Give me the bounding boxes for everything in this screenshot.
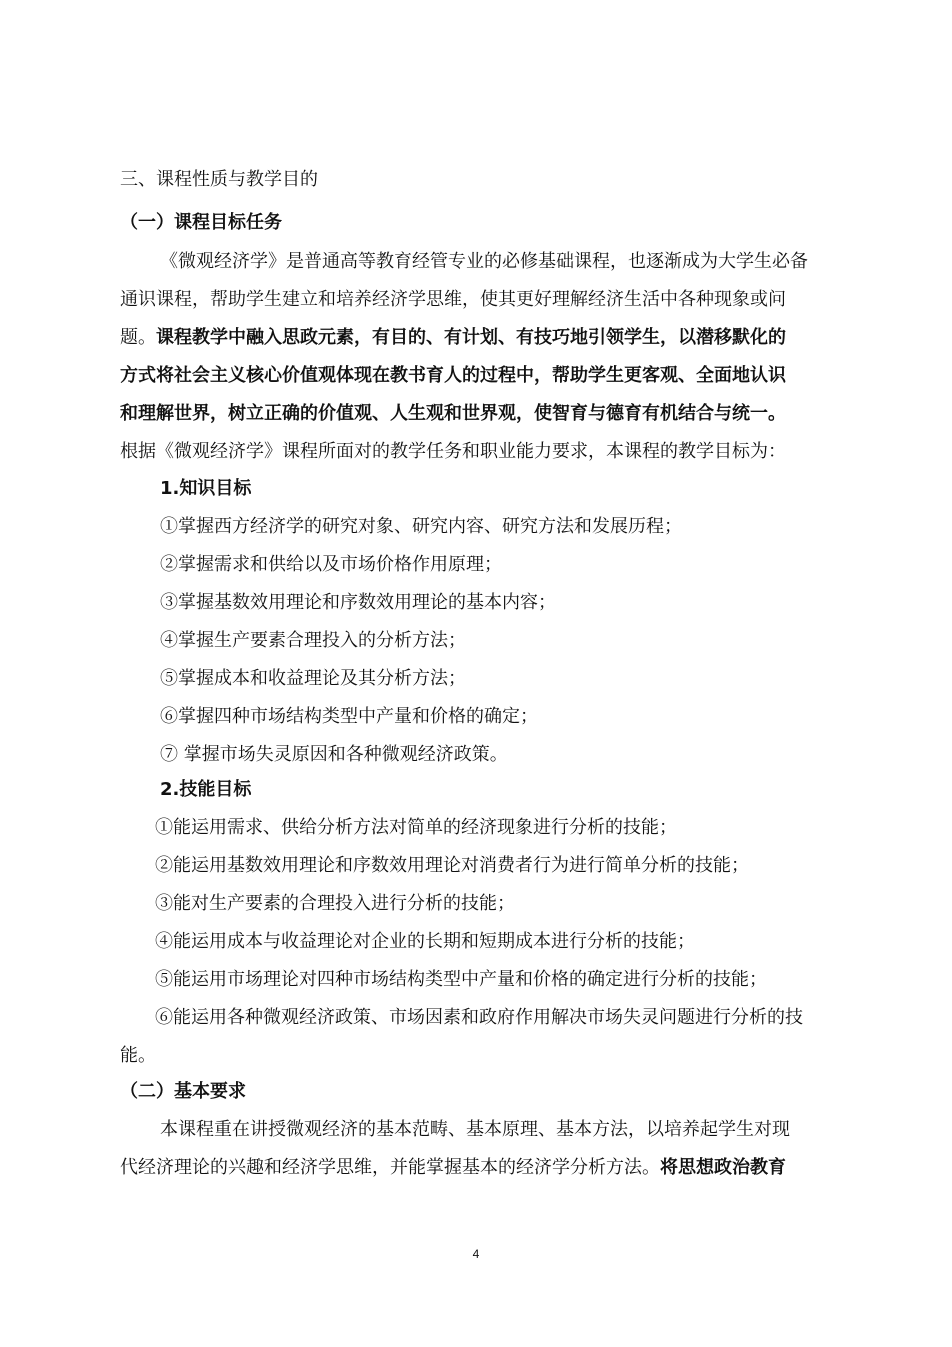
page-number: 4 <box>472 1247 480 1261</box>
subsection-title-requirements: （二）基本要求 <box>120 1081 246 1102</box>
knowledge-item: ③掌握基数效用理论和序数效用理论的基本内容； <box>160 592 556 613</box>
paragraph-text: 代经济理论的兴趣和经济学思维，并能掌握基本的经济学分析方法。 <box>120 1157 660 1178</box>
knowledge-item: ②掌握需求和供给以及市场价格作用原理； <box>160 554 502 575</box>
paragraph-line: 根据《微观经济学》课程所面对的教学任务和职业能力要求，本课程的教学目标为： <box>120 441 786 462</box>
skill-item: ③能对生产要素的合理投入进行分析的技能； <box>155 893 515 914</box>
bold-paragraph-line: 方式将社会主义核心价值观体现在教书育人的过程中，帮助学生更客观、全面地认识 <box>120 365 786 386</box>
knowledge-item: ①掌握西方经济学的研究对象、研究内容、研究方法和发展历程； <box>160 516 682 537</box>
skill-item: ⑤能运用市场理论对四种市场结构类型中产量和价格的确定进行分析的技能； <box>155 969 767 990</box>
knowledge-item: ⑥掌握四种市场结构类型中产量和价格的确定； <box>160 706 538 727</box>
bold-paragraph-text: 课程教学中融入思政元素，有目的、有计划、有技巧地引领学生，以潜移默化的 <box>156 327 786 348</box>
skill-item: ④能运用成本与收益理论对企业的长期和短期成本进行分析的技能； <box>155 931 695 952</box>
section-title: 三、课程性质与教学目的 <box>120 169 318 190</box>
knowledge-item: ⑦ 掌握市场失灵原因和各种微观经济政策。 <box>160 744 508 765</box>
paragraph-line: 《微观经济学》是普通高等教育经管专业的必修基础课程，也逐渐成为大学生必备 <box>160 251 808 272</box>
paragraph-text: 题。 <box>120 327 156 348</box>
paragraph-line <box>120 319 840 357</box>
skill-item-continuation: 能。 <box>120 1045 156 1066</box>
skill-goals-title: 2.技能目标 <box>160 779 252 800</box>
paragraph-line <box>120 1149 840 1187</box>
skill-item: ②能运用基数效用理论和序数效用理论对消费者行为进行简单分析的技能； <box>155 855 749 876</box>
bold-paragraph-text: 将思想政治教育 <box>660 1157 786 1178</box>
paragraph-line: 通识课程，帮助学生建立和培养经济学思维，使其更好理解经济生活中各种现象或问 <box>120 289 786 310</box>
skill-item: ①能运用需求、供给分析方法对简单的经济现象进行分析的技能； <box>155 817 677 838</box>
paragraph-line: 本课程重在讲授微观经济的基本范畴、基本原理、基本方法，以培养起学生对现 <box>160 1119 790 1140</box>
skill-item: ⑥能运用各种微观经济政策、市场因素和政府作用解决市场失灵问题进行分析的技 <box>155 1007 803 1028</box>
knowledge-goals-title: 1.知识目标 <box>160 478 252 499</box>
knowledge-item: ④掌握生产要素合理投入的分析方法； <box>160 630 466 651</box>
bold-paragraph-line: 和理解世界，树立正确的价值观、人生观和世界观，使智育与德育有机结合与统一。 <box>120 403 786 424</box>
subsection-title-goals: （一）课程目标任务 <box>120 212 282 233</box>
knowledge-item: ⑤掌握成本和收益理论及其分析方法； <box>160 668 466 689</box>
